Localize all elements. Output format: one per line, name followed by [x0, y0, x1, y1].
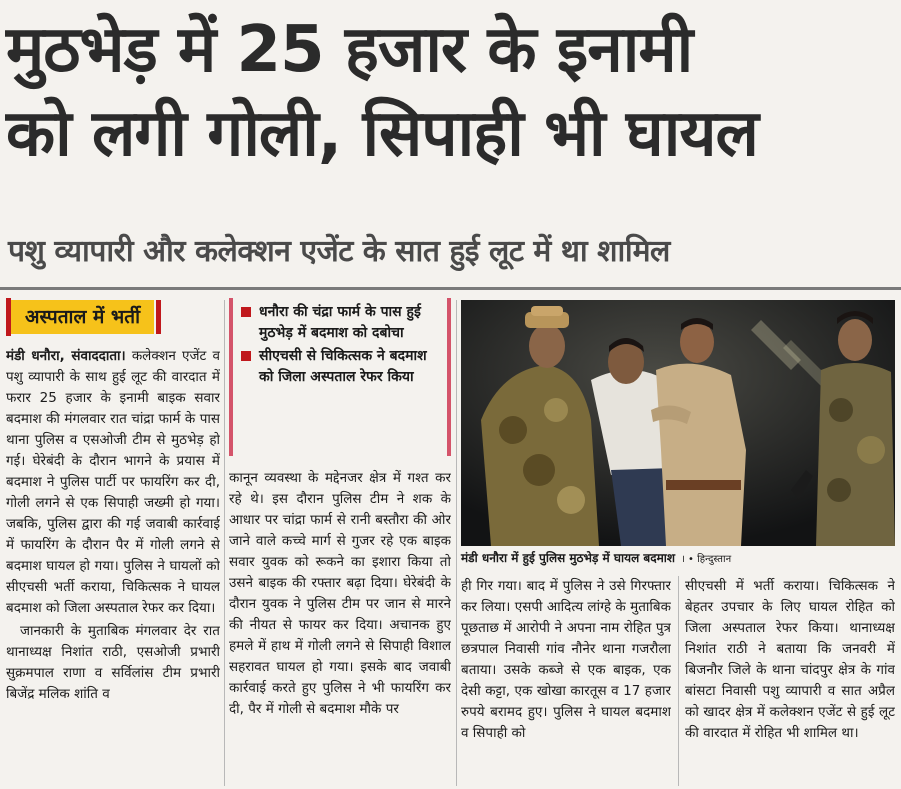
article-paragraph-1	[6, 346, 220, 619]
dateline: मंडी धनौरा, संवाददाता।	[6, 348, 126, 364]
section-tag	[6, 298, 220, 336]
article-column-2	[229, 298, 451, 788]
square-bullet-icon	[241, 307, 251, 317]
article-text-1: कलेक्शन एजेंट व पशु व्यापारी के साथ हुई लूट की वारदात में फरार 25 हजार के इनामी बाइक सवार बदमाश की मंगलवार रात चांद्रा फार्म के पास थाना पुलिस व एसओजी टीम से मुठभेड़ हो गई। घेरेबंदी के दौरान भागने के प्रयास में बदमाश ने पुलिस पार्टी पर फायरिंग कर दी, गोली लगने से एक सिपाही जख्मी हो गया। जबकि, पुलिस द्वारा की गई जवाबी कार्रवाई में फायरिंग के दौरान पैर में गोली लगने से बदमाश घायल हो गया। पुलिस ने घायलों को सीएचसी भर्ती कराया, चिकित्सक ने घायल बदमाश को जिला अस्पताल रेफर कर दिया।	[6, 348, 220, 616]
article-paragraph-4: ही गिर गया। बाद में पुलिस ने उसे गिरफ्तार कर लिया। एसपी आदित्य लांग्हे के मुताबिक पूछताछ में आरोपी ने अपना नाम रोहित पुत्र छत्रपाल निवासी गांव नौनेर थाना गजरौला बताया। उसके कब्जे से एक बाइक, एक देसी कट्टा, एक खोखा कारतूस व 17 हजार रुपये बरामद हुए। पुलिस ने घायल बदमाश व सिपाही को	[461, 578, 671, 741]
article-column-3	[461, 576, 671, 788]
photo-caption-text: मंडी धनौरा में हुई पुलिस मुठभेड़ में घायल बदमाश	[461, 551, 676, 565]
article-paragraph-3: कानून व्यवस्था के मद्देनजर क्षेत्र में गश्त कर रहे थे। इस दौरान पुलिस टीम ने शक के आधार पर चांद्रा फार्म से रानी बस्तौरा की ओर जाने वाले कच्चे मार्ग से गुजर रहे एक बाइक सवार युवक को रूकने का इशारा किया तो उसने बाइक की रफ्तार बढ़ा दिया। घेरेबंदी के दौरान युवक ने पुलिस टीम पर जान से मारने की नीयत से फायर कर दिया। अचानक हुए हमले में हाथ में गोली लगने से सिपाही विशाल सहरावत घायल हो गया। इसके बाद जवाबी कार्रवाई करते हुए पुलिस ने भी फायरिंग कर दी, पैर में गोली से बदमाश मौके पर	[229, 470, 451, 717]
section-tag-label: अस्पताल में भर्ती	[11, 300, 154, 334]
section-tag-accent	[156, 300, 161, 334]
news-photo	[461, 300, 895, 546]
highlight-text: धनौरा की चंद्रा फार्म के पास हुई मुठभेड़ में बदमाश को दबोचा	[259, 304, 421, 341]
article-paragraph-5: सीएचसी में भर्ती कराया। चिकित्सक ने बेहतर उपचार के लिए घायल रोहित को जिला अस्पताल रेफर किया। थानाध्यक्ष निशांत राठी ने बताया कि जनवरी में बिजनौर जिले के थाना चांदपुर क्षेत्र के गांव बांसटा निवासी पशु व्यापारी व सात अप्रैल को खादर क्षेत्र में कलेक्शन एजेंट से हुई लूट की वारदात में रोहित भी शामिल था।	[685, 578, 895, 741]
photo-caption	[461, 548, 895, 568]
highlight-text: सीएचसी से चिकित्सक ने बदमाश को जिला अस्पताल रेफर किया	[259, 348, 427, 385]
photo-credit: । • हिन्दुस्तान	[681, 554, 732, 565]
column-divider-1	[224, 300, 225, 786]
headline-line-1: मुठभेड़ में 25 हजार के इनामी	[6, 13, 693, 87]
highlight-item	[241, 302, 439, 344]
square-bullet-icon	[241, 351, 251, 361]
article-paragraph-2: जानकारी के मुताबिक मंगलवार देर रात थानाध्यक्ष निशांत राठी, एसओजी प्रभारी सुक्रमपाल राणा व सर्विलांस टीम प्रभारी बिजेंद्र मलिक शांति व	[6, 623, 220, 702]
column-divider-3	[678, 576, 679, 786]
highlight-item	[241, 346, 439, 388]
column-divider-2	[456, 300, 457, 786]
headline-line-2: को लगी गोली, सिपाही भी घायल	[6, 97, 758, 171]
headline	[6, 8, 896, 176]
article-column-4	[685, 576, 895, 788]
article-column-1	[6, 298, 220, 788]
subheadline: पशु व्यापारी और कलेक्शन एजेंट के सात हुई लूट में था शामिल	[8, 234, 670, 269]
highlights-box	[229, 298, 451, 456]
header-divider	[0, 287, 901, 290]
